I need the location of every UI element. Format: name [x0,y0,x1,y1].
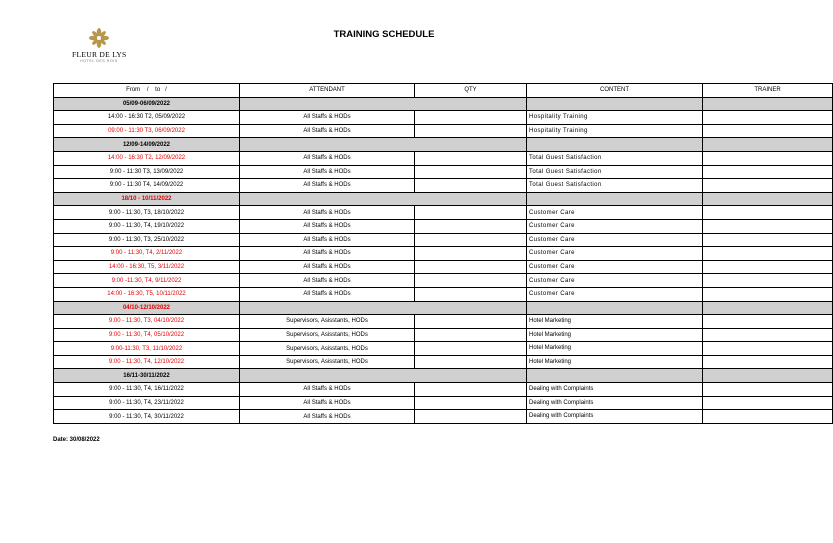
group-date-range: 16/11-30/11/2022 [54,369,240,383]
schedule-group-row [54,97,833,111]
table-row [54,315,833,329]
qty-cell [415,410,527,424]
content-cell: Total Guest Satisfaction [527,179,703,193]
qty-cell [415,206,527,220]
group-content-cell [527,301,703,315]
table-row [54,383,833,397]
table-row [54,206,833,220]
trainer-cell [703,233,833,247]
table-row [54,179,833,193]
header-attendant: ATTENDANT [240,84,415,98]
qty-cell [415,260,527,274]
table-row [54,274,833,288]
content-cell: Customer Care [527,247,703,261]
trainer-cell [703,151,833,165]
trainer-cell [703,396,833,410]
content-cell: Hospitality Training [527,111,703,125]
session-date-time: 9:00-11:30, T3, 11/10/2022 [54,342,240,356]
qty-cell [415,233,527,247]
group-shaded-cell [240,97,527,111]
group-date-range: 05/09-06/09/2022 [54,97,240,111]
content-cell: Hotel Marketing [527,315,703,329]
group-trainer-cell [703,192,833,206]
attendant-cell: All Staffs & HODs [240,274,415,288]
session-date-time: 9:00 - 11:30, T4, 30/11/2022 [54,410,240,424]
qty-cell [415,315,527,329]
trainer-cell [703,179,833,193]
group-shaded-cell [240,301,527,315]
attendant-cell: All Staffs & HODs [240,206,415,220]
table-row [54,219,833,233]
header-from-to: From / to / [54,84,240,98]
content-cell: Dealing with Complaints [527,383,703,397]
trainer-cell [703,355,833,369]
header-trainer: TRAINER [703,84,833,98]
content-cell: Hotel Marketing [527,328,703,342]
header-content: CONTENT [527,84,703,98]
qty-cell [415,165,527,179]
trainer-cell [703,315,833,329]
session-date-time: 9:00 - 11:30, T3, 25/10/2022 [54,233,240,247]
session-date-time: 9:00 - 11:30 T4, 14/09/2022 [54,179,240,193]
content-cell: Hospitality Training [527,124,703,138]
group-shaded-cell [240,192,527,206]
qty-cell [415,328,527,342]
group-trainer-cell [703,369,833,383]
attendant-cell: All Staffs & HODs [240,383,415,397]
table-body [54,97,833,423]
attendant-cell: All Staffs & HODs [240,410,415,424]
session-date-time: 14:00 - 16:30, T5, 3/11/2022 [54,260,240,274]
table-row [54,287,833,301]
trainer-cell [703,410,833,424]
group-trainer-cell [703,301,833,315]
trainer-cell [703,111,833,125]
group-date-range: 18/10 - 10/11/2022 [54,192,240,206]
table-row [54,124,833,138]
logo-tagline: HOTEL DES ROIS [80,59,118,63]
qty-cell [415,219,527,233]
trainer-cell [703,287,833,301]
content-cell: Hotel Marketing [527,342,703,356]
session-date-time: 9:00 - 11:30, T4, 23/11/2022 [54,396,240,410]
attendant-cell: All Staffs & HODs [240,179,415,193]
session-date-time: 09:00 - 11:30 T3, 06/09/2022 [54,124,240,138]
schedule-group-row [54,301,833,315]
session-date-time: 9:00 - 11:30 T3, 13/09/2022 [54,165,240,179]
session-date-time: 9:00 - 11:30, T4, 05/10/2022 [54,328,240,342]
content-cell: Customer Care [527,206,703,220]
schedule-group-row [54,192,833,206]
session-date-time: 14:00 - 16:30 T2, 12/09/2022 [54,151,240,165]
trainer-cell [703,328,833,342]
session-date-time: 14:00 - 16:30 T2, 05/09/2022 [54,111,240,125]
attendant-cell: All Staffs & HODs [240,233,415,247]
qty-cell [415,342,527,356]
trainer-cell [703,260,833,274]
training-schedule-table [53,83,833,424]
trainer-cell [703,124,833,138]
attendant-cell: All Staffs & HODs [240,219,415,233]
session-date-time: 9:00 - 11:30, T3, 04/10/2022 [54,315,240,329]
trainer-cell [703,342,833,356]
attendant-cell: All Staffs & HODs [240,287,415,301]
qty-cell [415,287,527,301]
attendant-cell: Supervisors, Asisstants, HODs [240,315,415,329]
trainer-cell [703,219,833,233]
session-date-time: 9:00 - 11:30, T4, 2/11/2022 [54,247,240,261]
qty-cell [415,151,527,165]
logo-name: FLEUR DE LYS [72,50,127,59]
document-date: Date: 30/08/2022 [53,437,100,443]
qty-cell [415,247,527,261]
attendant-cell: All Staffs & HODs [240,165,415,179]
qty-cell [415,355,527,369]
group-trainer-cell [703,138,833,152]
content-cell: Hotel Marketing [527,355,703,369]
content-cell: Customer Care [527,274,703,288]
attendant-cell: All Staffs & HODs [240,124,415,138]
group-content-cell [527,192,703,206]
attendant-cell: All Staffs & HODs [240,396,415,410]
content-cell: Customer Care [527,287,703,301]
content-cell: Total Guest Satisfaction [527,165,703,179]
attendant-cell: Supervisors, Asisstants, HODs [240,342,415,356]
session-date-time: 9:00 - 11:30, T4, 19/10/2022 [54,219,240,233]
attendant-cell: Supervisors, Asisstants, HODs [240,328,415,342]
schedule-group-row [54,138,833,152]
qty-cell [415,383,527,397]
session-date-time: 9:00 - 11:30, T4, 16/11/2022 [54,383,240,397]
session-date-time: 14:00 - 16:30, T5, 10/11/2022 [54,287,240,301]
session-date-time: 9:00 - 11:30, T4, 12/10/2022 [54,355,240,369]
qty-cell [415,179,527,193]
content-cell: Customer Care [527,260,703,274]
trainer-cell [703,274,833,288]
content-cell: Customer Care [527,219,703,233]
attendant-cell: All Staffs & HODs [240,260,415,274]
table-row [54,396,833,410]
trainer-cell [703,206,833,220]
group-content-cell [527,97,703,111]
session-date-time: 9:00 -11:30, T4, 9/11/2022 [54,274,240,288]
content-cell: Customer Care [527,233,703,247]
attendant-cell: All Staffs & HODs [240,111,415,125]
group-date-range: 12/09-14/09/2022 [54,138,240,152]
table-row [54,355,833,369]
table-row [54,247,833,261]
table-header-row [54,84,833,98]
group-content-cell [527,138,703,152]
table-row [54,410,833,424]
content-cell: Dealing with Complaints [527,410,703,424]
table-row [54,328,833,342]
trainer-cell [703,383,833,397]
table-row [54,342,833,356]
group-date-range: 04/10-12/10/2022 [54,301,240,315]
trainer-cell [703,165,833,179]
group-trainer-cell [703,97,833,111]
table-row [54,260,833,274]
schedule-group-row [54,369,833,383]
group-shaded-cell [240,369,527,383]
header-qty: QTY [415,84,527,98]
qty-cell [415,111,527,125]
table-row [54,111,833,125]
trainer-cell [703,247,833,261]
attendant-cell: Supervisors, Asisstants, HODs [240,355,415,369]
qty-cell [415,274,527,288]
content-cell: Dealing with Complaints [527,396,703,410]
table-row [54,151,833,165]
attendant-cell: All Staffs & HODs [240,151,415,165]
table-row [54,233,833,247]
group-shaded-cell [240,138,527,152]
session-date-time: 9:00 - 11:30, T3, 18/10/2022 [54,206,240,220]
content-cell: Total Guest Satisfaction [527,151,703,165]
qty-cell [415,124,527,138]
page-title: TRAINING SCHEDULE [333,29,435,40]
qty-cell [415,396,527,410]
table-row [54,165,833,179]
group-content-cell [527,369,703,383]
attendant-cell: All Staffs & HODs [240,247,415,261]
